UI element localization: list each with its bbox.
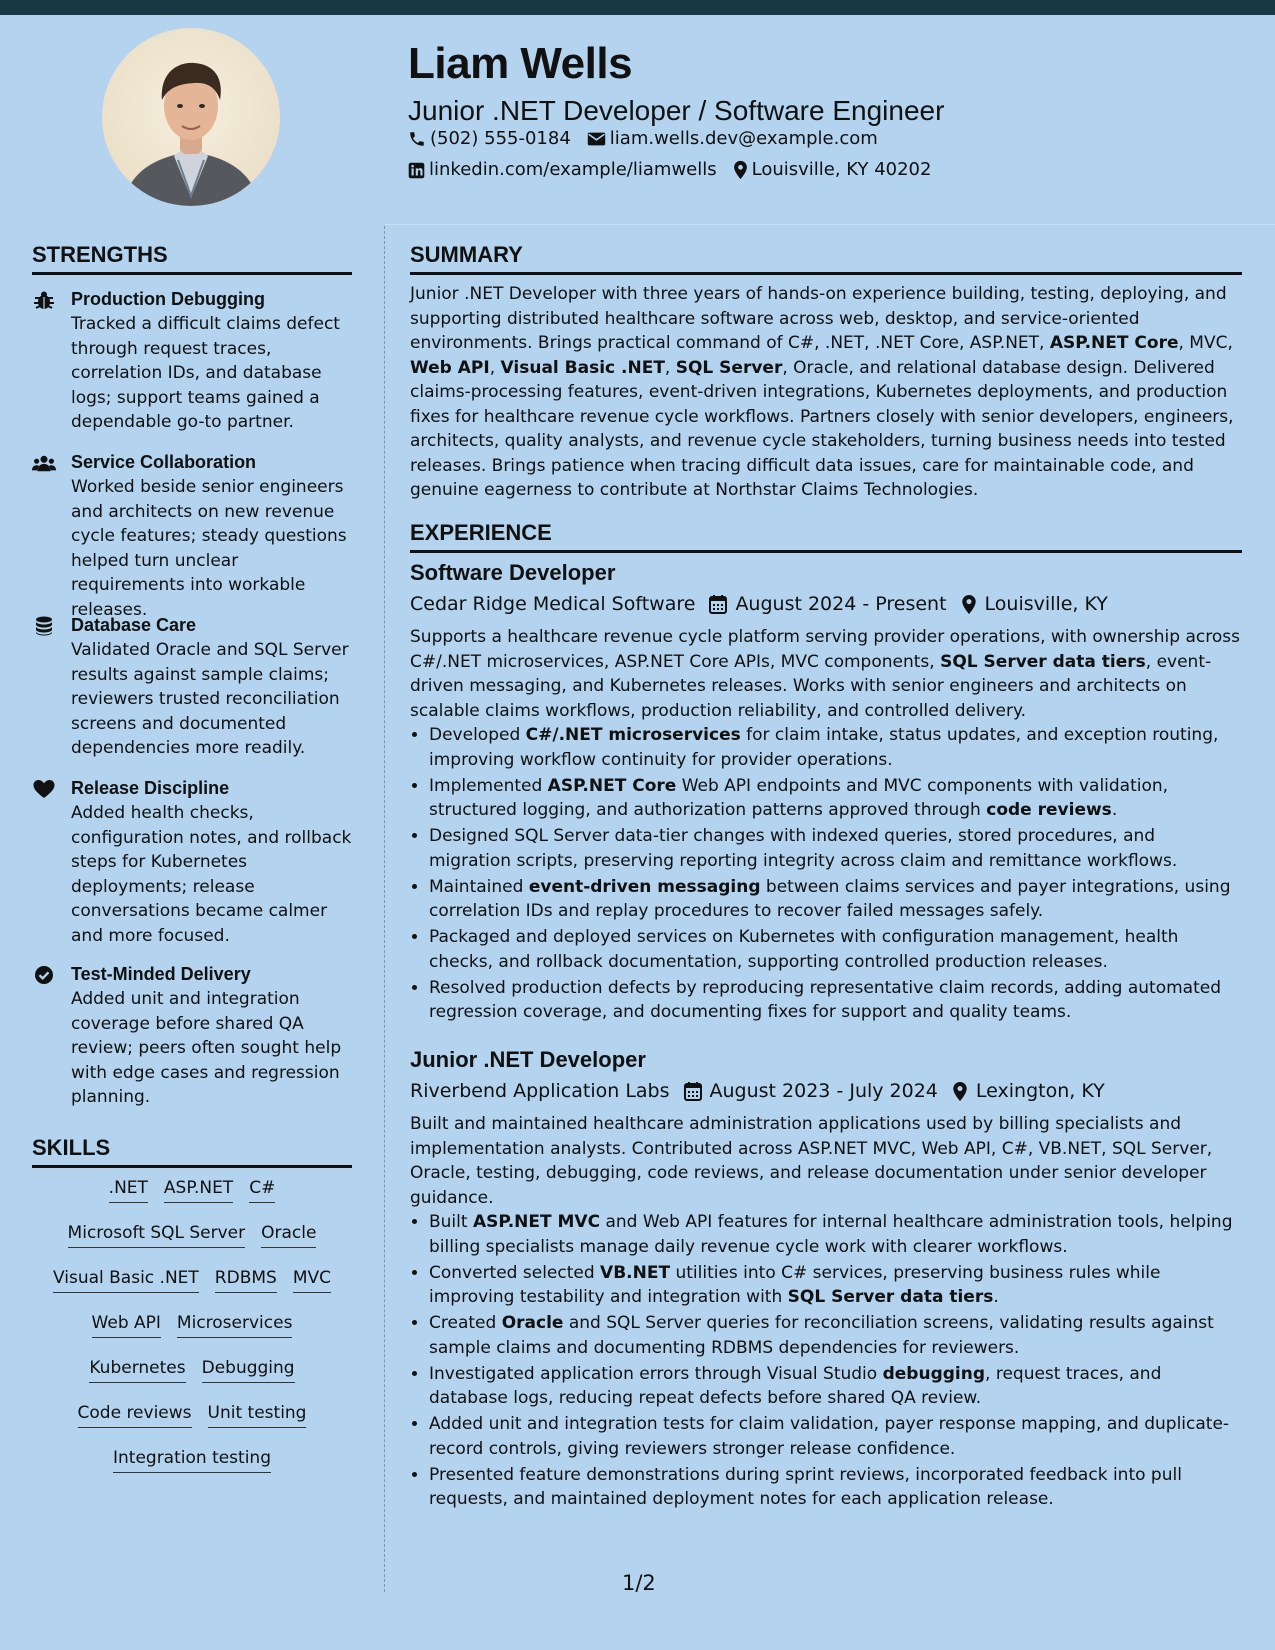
job-description: Supports a healthcare revenue cycle platform serving provider operations, with ownership across C#/.NET microservices, ASP.NET Core APIs, MVC components, SQL Server data tiers, event-driven messaging, and Kubernetes releases. Works with senior engineers and architects on scalable claims workflows, production reliability, and controlled delivery. (410, 627, 1240, 721)
skill-tag: Debugging (202, 1356, 295, 1383)
job-bullet: • Presented feature demonstrations during sprint reviews, incorporated feedback into pull requests, and maintained deployment notes for each application release. (429, 1463, 1242, 1512)
candidate-name: Liam Wells (408, 39, 633, 88)
skill-tag: Web API (92, 1311, 161, 1338)
location-text: Louisville, KY 40202 (751, 159, 932, 180)
job-company: Cedar Ridge Medical Software (410, 593, 696, 615)
job-bullet: • Resolved production defects by reproducing representative claim records, adding automated regression coverage, and documenting fixes for support and quality teams. (429, 976, 1242, 1025)
job-bullet: • Packaged and deployed services on Kubernetes with configuration management, health checks, and rollback documentation, supporting controlled production releases. (429, 925, 1242, 974)
map-pin-icon (952, 1081, 968, 1102)
job-dates: August 2024 - Present (735, 593, 947, 615)
skill-tag: Unit testing (208, 1401, 307, 1428)
job-location: Louisville, KY (984, 593, 1108, 615)
contact-row-1 (408, 127, 894, 151)
skill-tag: Integration testing (113, 1446, 271, 1473)
skill-tag: Microservices (177, 1311, 293, 1338)
job-bullets (410, 723, 1242, 1025)
job-bullet: • Implemented ASP.NET Core Web API endpoints and MVC components with validation, structured logging, and authorization patterns approved through code reviews. (429, 774, 1242, 823)
skill-tag: Code reviews (78, 1401, 192, 1428)
top-bar (0, 0, 1275, 15)
skill-row (32, 1446, 352, 1491)
job-location: Lexington, KY (975, 1080, 1105, 1102)
skill-tag: ASP.NET (164, 1176, 233, 1203)
skill-row (32, 1266, 352, 1311)
skill-row (32, 1401, 352, 1446)
email-text[interactable]: liam.wells.dev@example.com (609, 128, 878, 149)
job-bullet: • Added unit and integration tests for claim validation, payer response mapping, and duplicate-record controls, giving reviewers stronger release confidence. (429, 1412, 1242, 1461)
map-pin-icon (733, 160, 748, 180)
job-meta (410, 591, 1242, 617)
job-bullet: • Converted selected VB.NET utilities into C# services, preserving business rules while improving testability and integration with SQL Server data tiers. (429, 1261, 1242, 1310)
job-title: Junior .NET Developer (410, 1047, 646, 1072)
email-contact[interactable] (587, 127, 878, 151)
calendar-icon (684, 1081, 702, 1101)
strength-desc: Added health checks, configuration notes, and rollback steps for Kubernetes deployments; release conversations became calmer and more focused. (71, 803, 352, 946)
database-icon (32, 616, 56, 636)
job-meta (410, 1078, 1242, 1104)
strength-item (32, 963, 352, 1110)
skill-tag: .NET (109, 1176, 148, 1203)
job-company: Riverbend Application Labs (410, 1080, 670, 1102)
check-circle-icon (32, 965, 56, 985)
heart-icon (32, 779, 56, 799)
skill-row (32, 1176, 352, 1221)
phone-text: (502) 555-0184 (430, 128, 571, 149)
job-bullet: • Created Oracle and SQL Server queries for reconciliation screens, validating results against sample claims and documenting RDBMS dependencies for reviewers. (429, 1311, 1242, 1360)
skill-row (32, 1221, 352, 1266)
strength-desc: Validated Oracle and SQL Server results against sample claims; reviewers trusted reconciliation screens and documented dependencies more readily. (71, 640, 349, 758)
skill-tag: Oracle (261, 1221, 316, 1248)
skill-tag: MVC (293, 1266, 331, 1293)
candidate-role: Junior .NET Developer / Software Engineer (408, 95, 945, 126)
contact-row-2 (408, 158, 947, 182)
linkedin-contact[interactable] (408, 158, 717, 182)
envelope-icon (587, 131, 606, 147)
job-bullet: • Designed SQL Server data-tier changes with indexed queries, stored procedures, and migration scripts, preserving reporting integrity across claim and remittance workflows. (429, 824, 1242, 873)
strength-desc: Tracked a difficult claims defect through request traces, correlation IDs, and database logs; support teams gained a dependable go-to partner. (71, 314, 340, 432)
linkedin-text[interactable]: linkedin.com/example/liamwells (429, 159, 717, 180)
job-bullet: • Investigated application errors through Visual Studio debugging, request traces, and database logs, reducing repeat defects before shared QA review. (429, 1362, 1242, 1411)
phone-contact (408, 127, 571, 151)
strength-item (32, 614, 352, 761)
job-bullet: • Built ASP.NET MVC and Web API features for internal healthcare administration tools, helping billing specialists manage daily revenue cycle work with clearer workflows. (429, 1210, 1242, 1259)
job-bullet: • Maintained event-driven messaging between claims services and payer integrations, using correlation IDs and replay procedures to recover failed messages safely. (429, 875, 1242, 924)
location-contact (733, 158, 932, 182)
page-number: 1/2 (622, 1571, 656, 1595)
skill-tag: Kubernetes (89, 1356, 185, 1383)
column-divider (384, 226, 385, 1592)
strength-item (32, 451, 352, 622)
skill-tag: RDBMS (215, 1266, 277, 1293)
experience-heading: EXPERIENCE (410, 520, 1242, 553)
skill-tag: Microsoft SQL Server (68, 1221, 246, 1248)
strength-desc: Worked beside senior engineers and architects on new revenue cycle features; steady questions helped turn unclear requirements into workable releases. (71, 477, 347, 620)
strength-title: Release Discipline (71, 778, 230, 798)
strength-title: Production Debugging (71, 289, 265, 309)
linkedin-icon (408, 162, 425, 179)
strength-title: Test-Minded Delivery (71, 964, 251, 984)
strength-title: Database Care (71, 615, 197, 635)
skill-tag: Visual Basic .NET (53, 1266, 199, 1293)
phone-icon (408, 130, 426, 148)
users-icon (32, 453, 56, 473)
job-description: Built and maintained healthcare administration applications used by billing specialists and implementation analysts. Contributed across ASP.NET MVC, Web API, C#, VB.NET, SQL Server, Oracle, testing, debugging, code reviews, and release documentation under senior developer guidance. (410, 1114, 1213, 1208)
job-bullet: • Developed C#/.NET microservices for claim intake, status updates, and exception routing, improving workflow continuity for provider operations. (429, 723, 1242, 772)
strength-desc: Added unit and integration coverage before shared QA review; peers often sought help with edge cases and regression planning. (71, 989, 342, 1107)
strengths-heading: STRENGTHS (32, 242, 352, 275)
skill-tag: C# (249, 1176, 275, 1203)
job-bullets (410, 1210, 1242, 1512)
job-dates: August 2023 - July 2024 (709, 1080, 938, 1102)
job-entry (410, 1047, 1242, 1513)
header-divider (385, 224, 1275, 225)
profile-photo (102, 28, 280, 206)
map-pin-icon (961, 594, 977, 615)
strength-title: Service Collaboration (71, 452, 257, 472)
skill-row (32, 1356, 352, 1401)
summary-text: Junior .NET Developer with three years of hands-on experience building, testing, deploying, and supporting distributed healthcare software across web, desktop, and service-oriented environments. Brings practical command of C#, .NET, .NET Core, ASP.NET, ASP.NET Core, MVC, Web API, Visual Basic .NET, SQL Server, Oracle, and relational database design. Delivered claims-processing features, event-driven integrations, Kubernetes deployments, and production fixes for healthcare revenue cycle workflows. Partners closely with senior developers, engineers, architects, quality analysts, and revenue cycle stakeholders, turning business needs into tested releases. Brings patience when tracing difficult data issues, care for maintainable code, and genuine eagerness to contribute at Northstar Claims Technologies. (410, 284, 1234, 500)
skills-heading: SKILLS (32, 1135, 352, 1168)
job-entry (410, 560, 1242, 1026)
job-title: Software Developer (410, 560, 616, 585)
skill-row (32, 1311, 352, 1356)
summary-section (410, 282, 1242, 503)
strength-item (32, 288, 352, 435)
calendar-icon (709, 594, 727, 614)
strength-item (32, 777, 352, 948)
summary-heading: SUMMARY (410, 242, 1242, 275)
skills-list (32, 1176, 352, 1491)
bug-icon (32, 290, 56, 310)
